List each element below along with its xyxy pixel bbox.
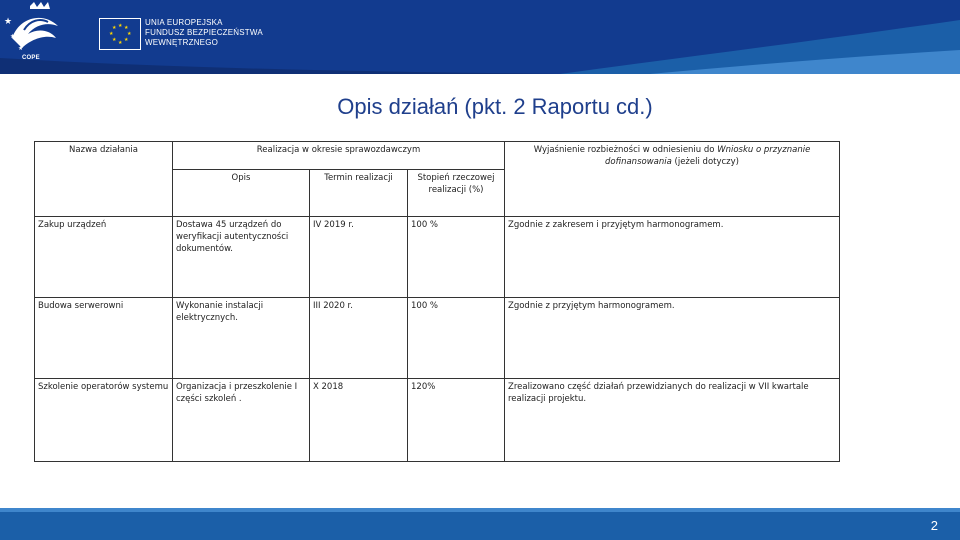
cell-degree: 120%: [408, 379, 505, 462]
header-band: [0, 0, 960, 74]
cell-term: X 2018: [310, 379, 408, 462]
svg-text:★: ★: [112, 25, 117, 31]
eu-fund-label: [145, 18, 263, 48]
table-row: [35, 298, 840, 379]
table-row: [35, 379, 840, 462]
svg-text:★: ★: [124, 25, 129, 31]
table-row: [35, 217, 840, 298]
header-explanation-italic: Wniosku o przyznanie dofinansowania: [605, 145, 811, 167]
report-table: [34, 141, 840, 462]
header-name: Nazwa działania: [35, 142, 173, 217]
cell-degree: 100 %: [408, 217, 505, 298]
logo-text: COPE: [22, 55, 40, 61]
svg-text:★: ★: [109, 31, 114, 37]
eu-line-2: FUNDUSZ BEZPIECZEŃSTWA: [145, 28, 263, 37]
header-degree: Stopień rzeczowej realizacji (%): [408, 170, 505, 217]
footer-band: [0, 508, 960, 540]
cell-term: IV 2019 r.: [310, 217, 408, 298]
cell-name: Zakup urządzeń: [35, 217, 173, 298]
eu-line-3: WEWNĘTRZNEGO: [145, 38, 219, 47]
svg-text:★: ★: [124, 37, 129, 43]
svg-text:★: ★: [118, 40, 123, 46]
footer-stripe: [0, 508, 960, 512]
cell-desc: Wykonanie instalacji elektrycznych.: [173, 298, 310, 379]
eu-line-1: UNIA EUROPEJSKA: [145, 18, 223, 27]
header-explanation-pre: Wyjaśnienie rozbieżności w odniesieniu do: [533, 145, 718, 155]
cell-desc: Dostawa 45 urządzeń do weryfikacji autentyczności dokumentów.: [173, 217, 310, 298]
svg-text:★: ★: [112, 37, 117, 43]
cell-degree: 100 %: [408, 298, 505, 379]
svg-text:★: ★: [127, 31, 132, 37]
page-number: 2: [930, 518, 938, 533]
cell-desc: Organizacja i przeszkolenie I części szkoleń .: [173, 379, 310, 462]
cell-explanation: Zrealizowano część działań przewidzianych do realizacji w VII kwartale realizacji projektu.: [505, 379, 840, 462]
header-realization: Realizacja w okresie sprawozdawczym: [173, 142, 505, 170]
cell-name: Budowa serwerowni: [35, 298, 173, 379]
cell-explanation: Zgodnie z przyjętym harmonogramem.: [505, 298, 840, 379]
cell-explanation: Zgodnie z zakresem i przyjętym harmonogramem.: [505, 217, 840, 298]
cope-logo-icon: [0, 0, 76, 60]
svg-text:★: ★: [4, 16, 13, 26]
table-header-row: [35, 142, 840, 170]
page-title: Opis działań (pkt. 2 Raportu cd.): [337, 94, 653, 119]
eu-flag-icon: [99, 18, 141, 50]
header-wave: [0, 0, 960, 74]
cell-term: III 2020 r.: [310, 298, 408, 379]
svg-text:★: ★: [118, 23, 123, 29]
header-explanation: [505, 142, 840, 217]
cell-name: Szkolenie operatorów systemu: [35, 379, 173, 462]
header-explanation-post: (jeżeli dotyczy): [671, 157, 739, 167]
svg-text:★: ★: [18, 46, 24, 52]
svg-text:★: ★: [10, 34, 16, 40]
header-term: Termin realizacji: [310, 170, 408, 217]
header-desc: Opis: [173, 170, 310, 217]
